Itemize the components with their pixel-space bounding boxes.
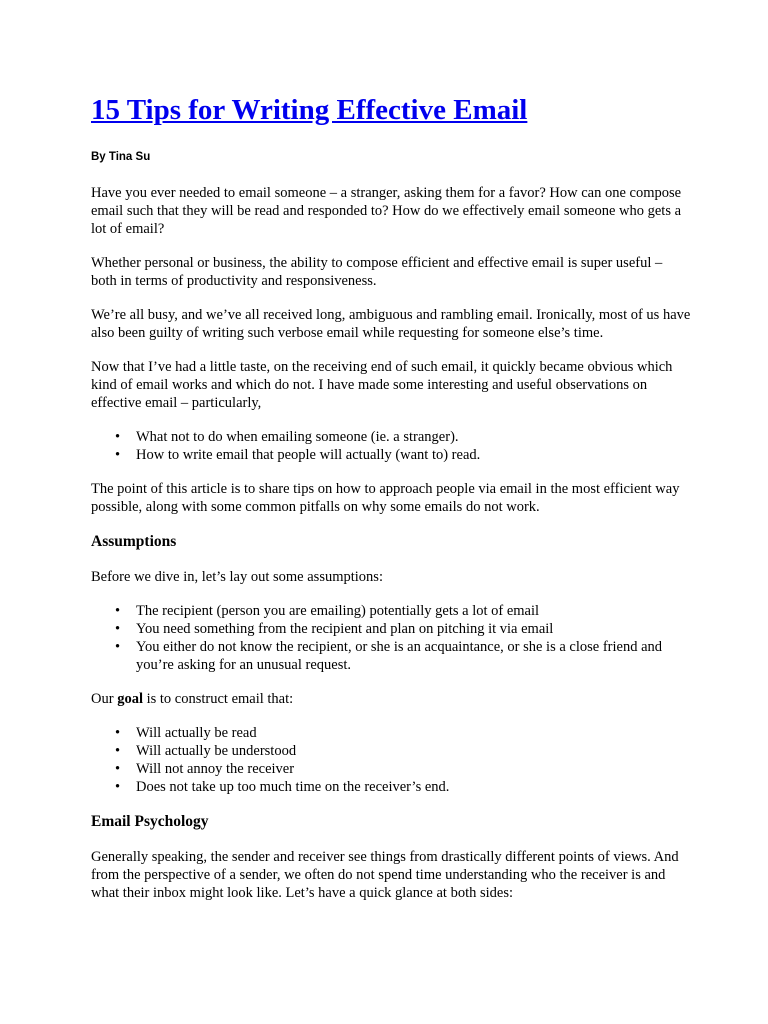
assumptions-list bbox=[91, 602, 691, 674]
bullet-icon: • bbox=[115, 429, 121, 445]
list-item-text: The recipient (person you are emailing) potentially gets a lot of email bbox=[136, 603, 540, 619]
list-item-text: What not to do when emailing someone (ie. a stranger). bbox=[136, 429, 459, 445]
list-item bbox=[115, 602, 691, 620]
bullet-icon: • bbox=[115, 621, 121, 637]
list-item bbox=[115, 760, 691, 778]
list-item-text: How to write email that people will actually (want to) read. bbox=[136, 447, 481, 463]
bullet-icon: • bbox=[115, 761, 121, 777]
list-item-text: Will not annoy the receiver bbox=[136, 761, 295, 777]
list-item bbox=[115, 724, 691, 742]
intro-paragraph-1: Have you ever needed to email someone – a stranger, asking them for a favor? How can one compose email such that they will be read and responded to? How do we effectively email someone who gets a lot of email? bbox=[91, 185, 682, 237]
goal-list bbox=[91, 724, 691, 796]
bullet-icon: • bbox=[115, 447, 121, 463]
list-item-text: Will actually be read bbox=[136, 725, 257, 741]
list-item-text: You either do not know the recipient, or she is an acquaintance, or she is a close friend and you’re asking for an unusual request. bbox=[136, 639, 663, 673]
bullet-icon: • bbox=[115, 743, 121, 759]
goal-suffix: is to construct email that: bbox=[142, 691, 294, 707]
psychology-paragraph: Generally speaking, the sender and receiver see things from drastically different points of views. And from the perspective of a sender, we often do not spend time understanding who the receiver is and what their inbox might look like. Let’s have a quick glance at both sides: bbox=[91, 849, 679, 901]
list-item bbox=[115, 428, 691, 446]
goal-emphasis: goal bbox=[117, 691, 143, 707]
list-item-text: Does not take up too much time on the receiver’s end. bbox=[136, 779, 450, 795]
email-psychology-heading: Email Psychology bbox=[91, 813, 209, 830]
intro-paragraph-2: Whether personal or business, the ability to compose efficient and effective email is super useful – both in terms of productivity and responsiveness. bbox=[91, 255, 663, 289]
list-item-text: You need something from the recipient and plan on pitching it via email bbox=[136, 621, 554, 637]
author-byline: By Tina Su bbox=[91, 151, 151, 163]
intro-paragraph-3: We’re all busy, and we’ve all received long, ambiguous and rambling email. Ironically, most of us have also been guilty of writing such verbose email while requesting for someone else’s time. bbox=[91, 307, 691, 341]
assumptions-heading: Assumptions bbox=[91, 533, 177, 550]
goal-paragraph bbox=[91, 690, 691, 708]
list-item bbox=[115, 742, 691, 760]
list-item bbox=[115, 446, 691, 464]
goal-prefix: Our bbox=[91, 691, 118, 707]
bullet-icon: • bbox=[115, 639, 121, 655]
list-item-text: Will actually be understood bbox=[136, 743, 297, 759]
purpose-paragraph: The point of this article is to share tips on how to approach people via email in the most efficient way possible, along with some common pitfalls on why some emails do not work. bbox=[91, 481, 680, 515]
article-title[interactable]: 15 Tips for Writing Effective Email bbox=[91, 94, 528, 126]
list-item bbox=[115, 638, 691, 674]
list-item bbox=[115, 778, 691, 796]
bullet-icon: • bbox=[115, 779, 121, 795]
observations-list bbox=[91, 428, 691, 464]
assumptions-lead: Before we dive in, let’s lay out some assumptions: bbox=[91, 569, 383, 585]
article-body bbox=[91, 184, 691, 918]
list-item bbox=[115, 620, 691, 638]
intro-paragraph-4: Now that I’ve had a little taste, on the receiving end of such email, it quickly became obvious which kind of email works and which do not. I have made some interesting and useful observations on effective email – particularly, bbox=[91, 359, 673, 411]
bullet-icon: • bbox=[115, 725, 121, 741]
bullet-icon: • bbox=[115, 603, 121, 619]
